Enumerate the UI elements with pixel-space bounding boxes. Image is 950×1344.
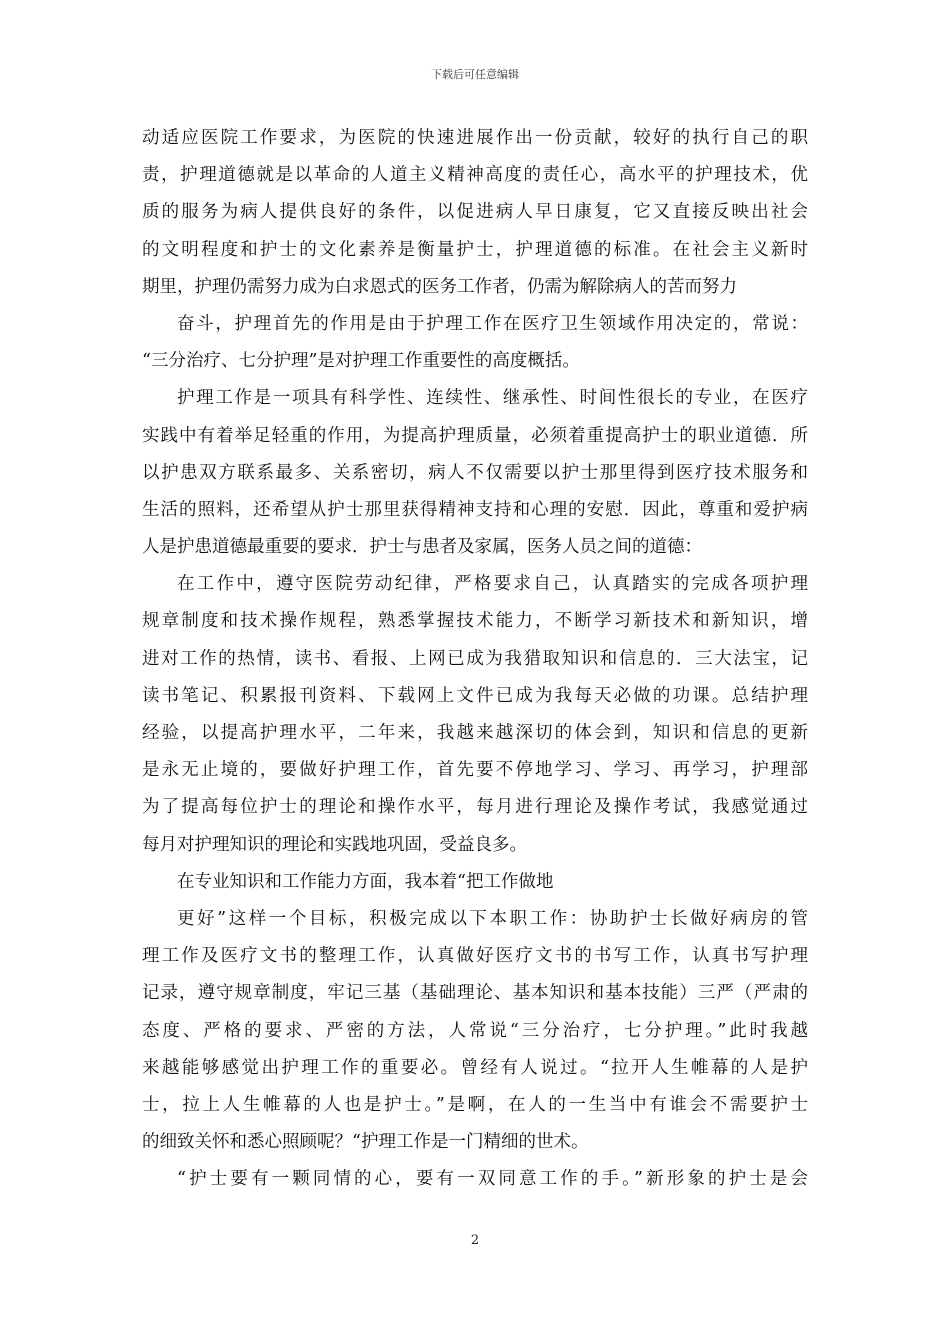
text-line: “三分治疗、七分护理”是对护理工作重要性的高度概括。 — [142, 351, 580, 372]
text-line: 护理工作是一项具有科学性、连续性、继承性、时间性很长的专业，在医疗 — [177, 388, 808, 409]
text-line: 态度、严格的要求、严密的方法，人常说“三分治疗，七分护理。”此时我越 — [142, 1020, 808, 1041]
text-line: 更好”这样一个目标，积极完成以下本职工作：协助护士长做好病房的管 — [177, 908, 808, 929]
text-line: 理工作及医疗文书的整理工作，认真做好医疗文书的书写工作，认真书写护理 — [142, 946, 808, 967]
text-line: 在工作中，遵守医院劳动纪律，严格要求自己，认真踏实的完成各项护理 — [177, 574, 808, 595]
page-header: 下载后可任意编辑 — [431, 68, 519, 81]
text-line: 奋斗，护理首先的作用是由于护理工作在医疗卫生领域作用决定的，常说： — [177, 313, 808, 334]
text-line: 来越能够感觉出护理工作的重要必。曾经有人说过。“拉开人生帷幕的人是护 — [142, 1057, 808, 1078]
text-line: 记录，遵守规章制度，牢记三基（基础理论、基本知识和基本技能）三严（严肃的 — [142, 983, 808, 1004]
text-line: 以护患双方联系最多、关系密切，病人不仅需要以护士那里得到医疗技术服务和 — [142, 462, 808, 483]
text-line: 实践中有着举足轻重的作用，为提高护理质量，必须着重提高护士的职业道德．所 — [142, 425, 808, 446]
text-line: 每月对护理知识的理论和实践地巩固，受益良多。 — [142, 834, 527, 855]
text-line: 责，护理道德就是以革命的人道主义精神高度的责任心，高水平的护理技术，优 — [142, 165, 808, 186]
text-line: 生活的照料，还希望从护士那里获得精神支持和心理的安慰．因此，尊重和爱护病 — [142, 499, 808, 520]
text-line: 质的服务为病人提供良好的条件，以促进病人早日康复，它又直接反映出社会 — [142, 202, 808, 223]
text-line: 进对工作的热情，读书、看报、上网已成为我猎取知识和信息的．三大法宝，记 — [142, 648, 808, 669]
text-line: 人是护患道德最重要的要求．护士与患者及家属，医务人员之间的道德： — [142, 537, 702, 558]
text-line: 是永无止境的，要做好护理工作，首先要不停地学习、学习、再学习，护理部 — [142, 760, 808, 781]
page-number: 2 — [470, 1233, 480, 1248]
text-line: 的细致关怀和悉心照顾呢？“护理工作是一门精细的世术。 — [142, 1132, 589, 1153]
document-body — [142, 120, 808, 1198]
text-line: 规章制度和技术操作规程，熟悉掌握技术能力，不断学习新技术和新知识，增 — [142, 611, 808, 632]
text-line: 动适应医院工作要求，为医院的快速进展作出一份贡献，较好的执行自己的职 — [142, 128, 808, 148]
text-line: 士，拉上人生帷幕的人也是护士。”是啊，在人的一生当中有谁会不需要护士 — [142, 1094, 808, 1115]
text-line: 经验，以提高护理水平，二年来，我越来越深切的体会到，知识和信息的更新 — [142, 723, 808, 743]
text-line: 的文明程度和护士的文化素养是衡量护士，护理道德的标准。在社会主义新时 — [142, 239, 808, 260]
text-line: 读书笔记、积累报刊资料、下载网上文件已成为我每天必做的功课。总结护理 — [142, 685, 808, 706]
text-line: “护士要有一颗同情的心，要有一双同意工作的手。”新形象的护士是会 — [177, 1169, 808, 1190]
text-line: 为了提高每位护士的理论和操作水平，每月进行理论及操作考试，我感觉通过 — [142, 797, 808, 818]
text-line: 在专业知识和工作能力方面，我本着“把工作做地 — [177, 871, 554, 892]
text-line: 期里，护理仍需努力成为白求恩式的医务工作者，仍需为解除病人的苦而努力 — [142, 276, 737, 297]
